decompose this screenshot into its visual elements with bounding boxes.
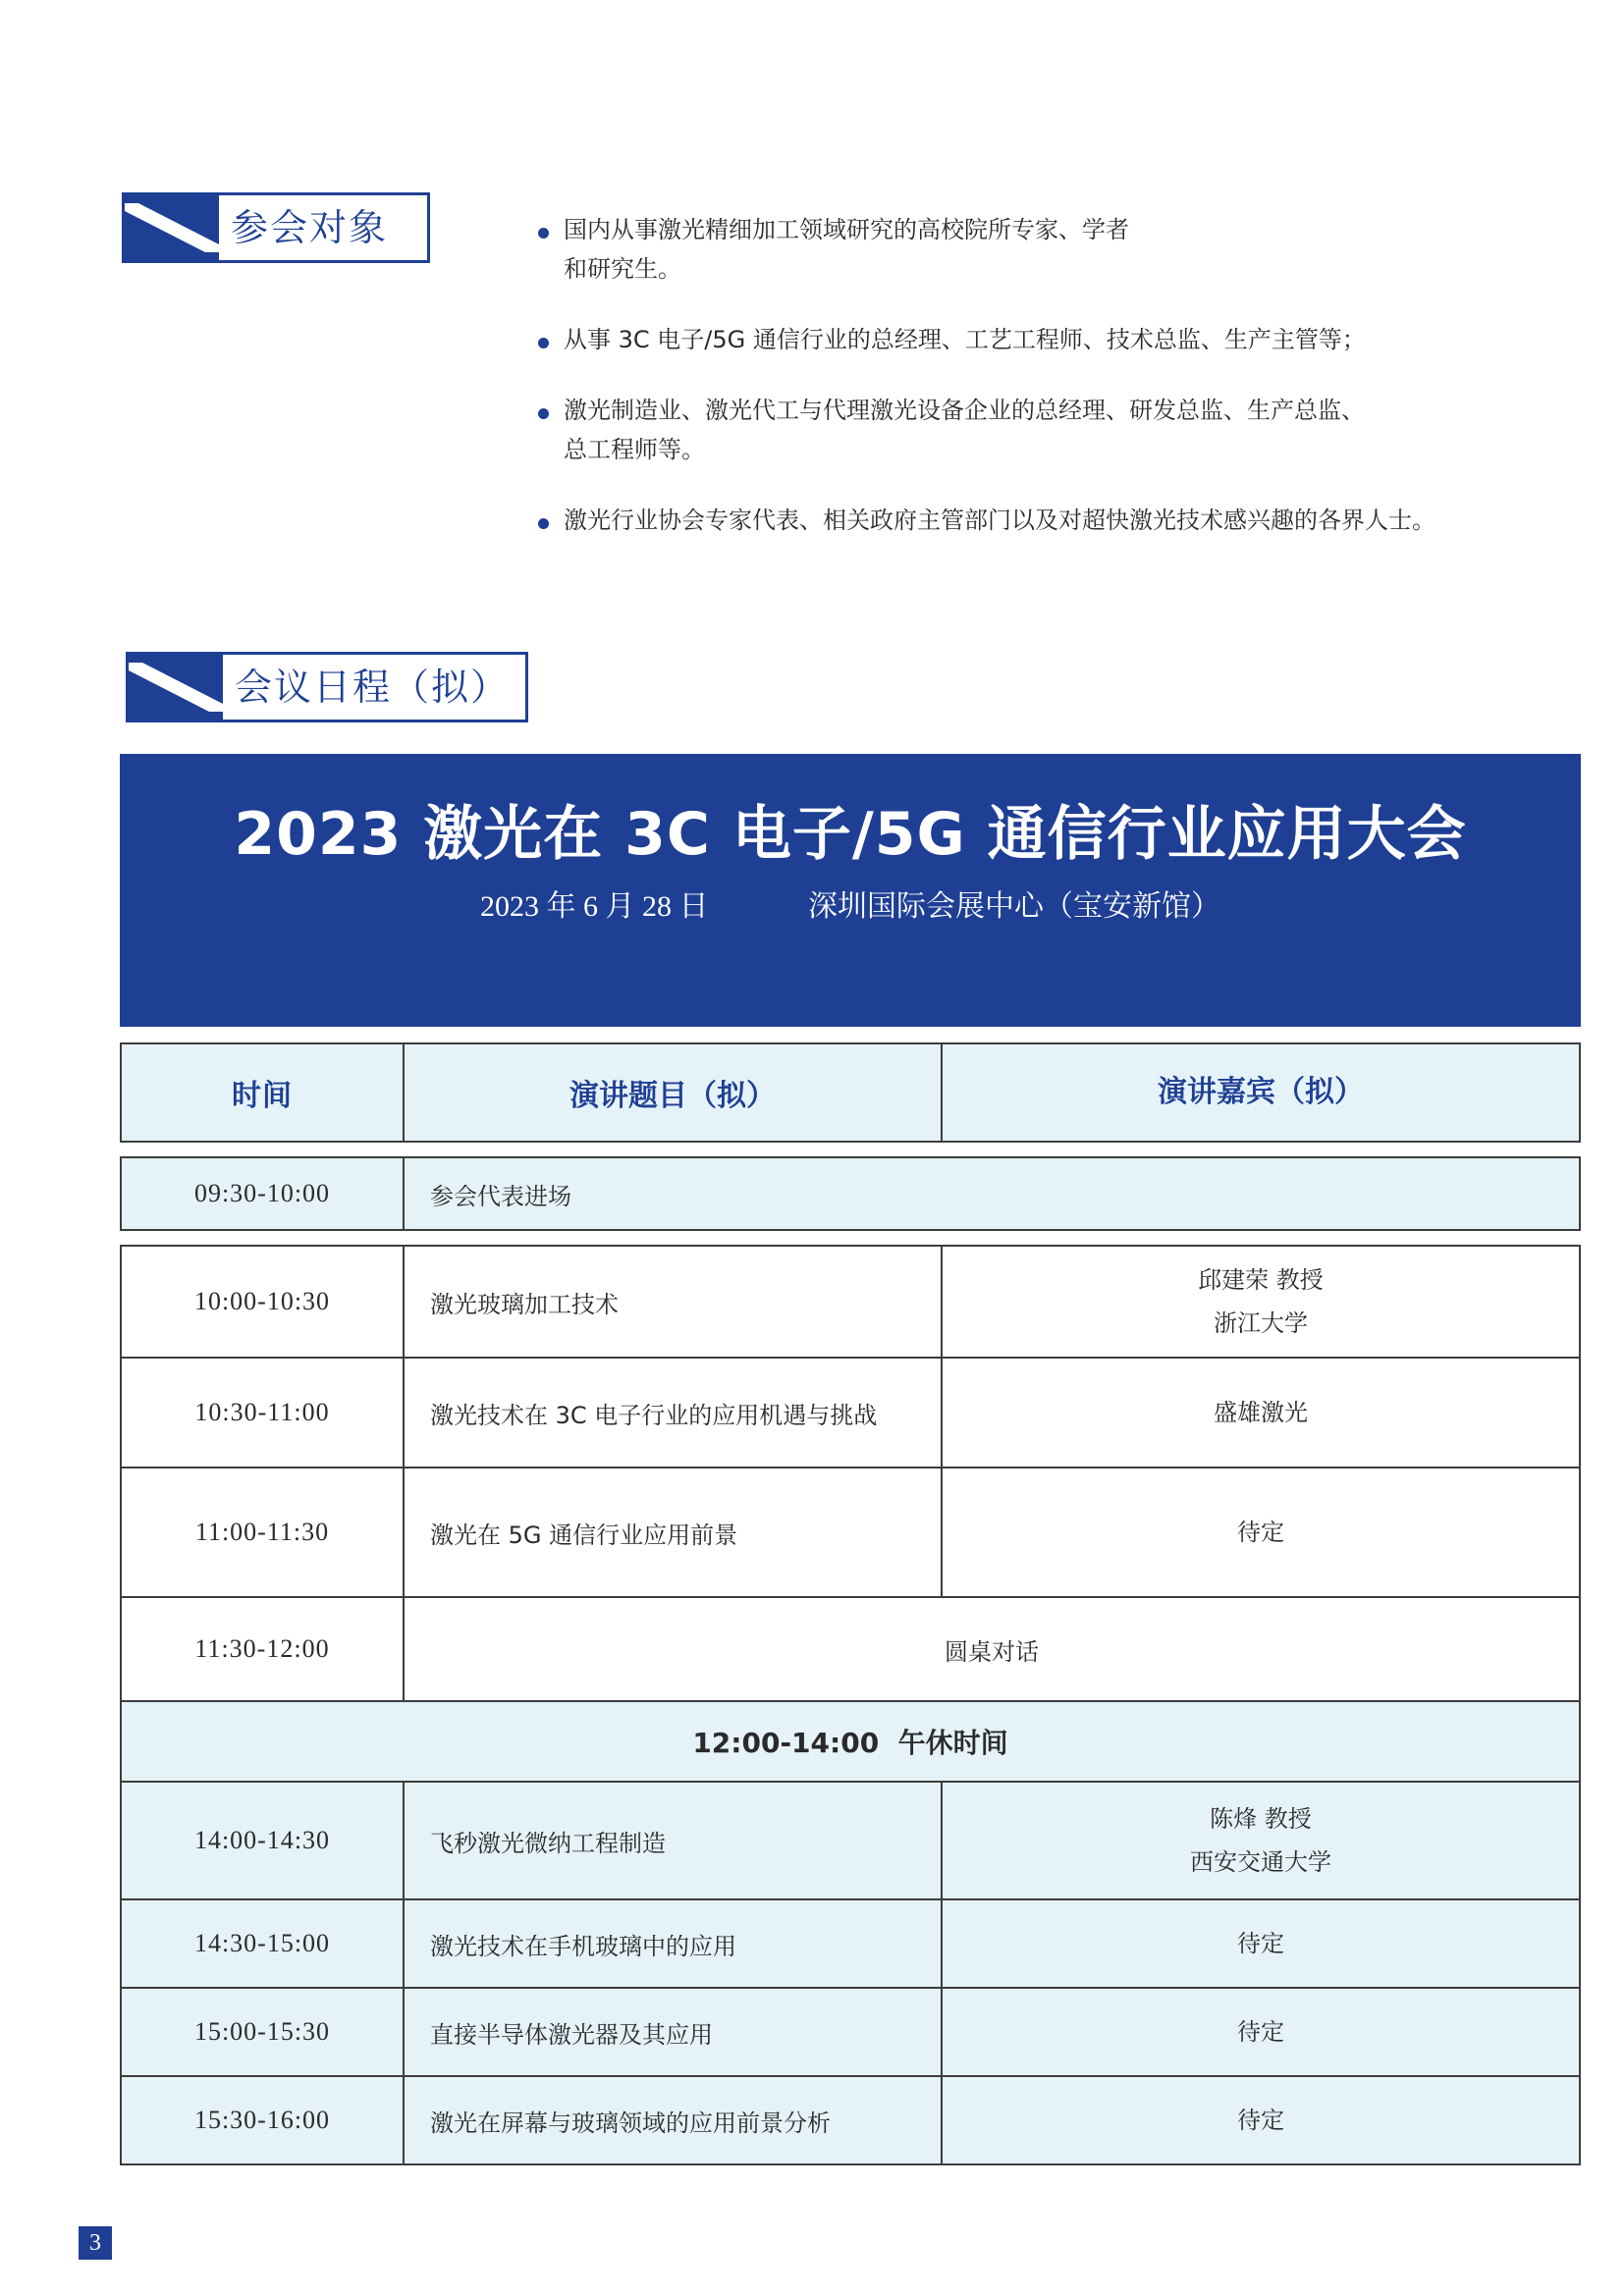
speaker-name: 陈烽 教授 (1210, 1805, 1312, 1833)
table-row (120, 1156, 1581, 1231)
list-item: 激光行业协会专家代表、相关政府主管部门以及对超快激光技术感兴趣的各界人士。 (538, 501, 1520, 540)
column-header-speaker: 演讲嘉宾（拟） (941, 1044, 1581, 1141)
row-time: 10:30-11:00 (120, 1359, 403, 1467)
row-topic: 参会代表进场 (403, 1158, 1581, 1229)
flag-icon (125, 195, 219, 260)
list-item: 从事 3C 电子/5G 通信行业的总经理、工艺工程师、技术总监、生产主管等； (538, 320, 1520, 359)
row-time: 15:00-15:30 (120, 1989, 403, 2075)
row-speaker (941, 1247, 1581, 1357)
table-row (120, 1989, 1581, 2077)
row-time: 15:30-16:00 (120, 2077, 403, 2163)
row-speaker: 待定 (941, 2077, 1581, 2163)
speaker-org: 浙江大学 (1214, 1309, 1308, 1337)
row-time: 14:30-15:00 (120, 1900, 403, 1987)
row-topic: 激光在屏幕与玻璃领域的应用前景分析 (403, 2077, 941, 2163)
row-speaker (941, 1783, 1581, 1898)
column-header-time: 时间 (120, 1044, 403, 1141)
bullet-icon (538, 408, 549, 419)
speaker-name: 邱建荣 教授 (1198, 1266, 1324, 1294)
row-speaker: 待定 (941, 1989, 1581, 2075)
conference-date: 2023 年 6 月 28 日 (479, 890, 709, 923)
speaker-org: 西安交通大学 (1190, 1848, 1331, 1876)
table-row (120, 1245, 1581, 1359)
audience-list (538, 210, 1520, 571)
table-header (120, 1042, 1581, 1143)
flag-icon (129, 655, 223, 720)
table-row (120, 1598, 1581, 1702)
lunch-break-row (120, 1702, 1581, 1783)
bullet-icon (538, 338, 549, 348)
row-time: 14:00-14:30 (120, 1783, 403, 1898)
row-speaker: 待定 (941, 1468, 1581, 1596)
list-item: 激光制造业、激光代工与代理激光设备企业的总经理、研发总监、生产总监、 总工程师等。 (538, 391, 1520, 469)
table-row (120, 2077, 1581, 2165)
row-topic: 激光技术在手机玻璃中的应用 (403, 1900, 941, 1987)
row-speaker: 待定 (941, 1900, 1581, 1987)
row-topic: 激光技术在 3C 电子行业的应用机遇与挑战 (403, 1359, 941, 1467)
row-topic: 圆桌对话 (403, 1598, 1581, 1700)
row-topic: 飞秒激光微纳工程制造 (403, 1783, 941, 1898)
audience-heading: 参会对象 (231, 206, 389, 249)
row-time: 11:30-12:00 (120, 1598, 403, 1700)
page-number: 3 (79, 2226, 112, 2260)
row-topic: 激光玻璃加工技术 (403, 1247, 941, 1357)
conference-venue: 深圳国际会展中心（宝安新馆） (808, 889, 1221, 924)
row-speaker: 盛雄激光 (941, 1359, 1581, 1467)
conference-banner (120, 754, 1581, 1027)
column-header-topic: 演讲题目（拟） (403, 1044, 941, 1141)
bullet-icon (538, 228, 549, 239)
row-time: 09:30-10:00 (120, 1158, 403, 1229)
agenda-heading: 会议日程（拟） (235, 666, 511, 709)
break-label: 12:00-14:00 午休时间 (120, 1702, 1581, 1781)
table-row (120, 1468, 1581, 1598)
conference-title: 2023 激光在 3C 电子/5G 通信行业应用大会 (234, 800, 1467, 869)
row-topic: 直接半导体激光器及其应用 (403, 1989, 941, 2075)
row-time: 11:00-11:30 (120, 1468, 403, 1596)
table-row (120, 1900, 1581, 1989)
list-item: 国内从事激光精细加工领域研究的高校院所专家、学者 和研究生。 (538, 210, 1520, 289)
agenda-section-header (126, 652, 528, 722)
row-topic: 激光在 5G 通信行业应用前景 (403, 1468, 941, 1596)
bullet-icon (538, 518, 549, 529)
table-row (120, 1359, 1581, 1468)
audience-section-header (122, 192, 430, 263)
conference-info (120, 885, 1581, 929)
table-row (120, 1783, 1581, 1900)
row-time: 10:00-10:30 (120, 1247, 403, 1357)
